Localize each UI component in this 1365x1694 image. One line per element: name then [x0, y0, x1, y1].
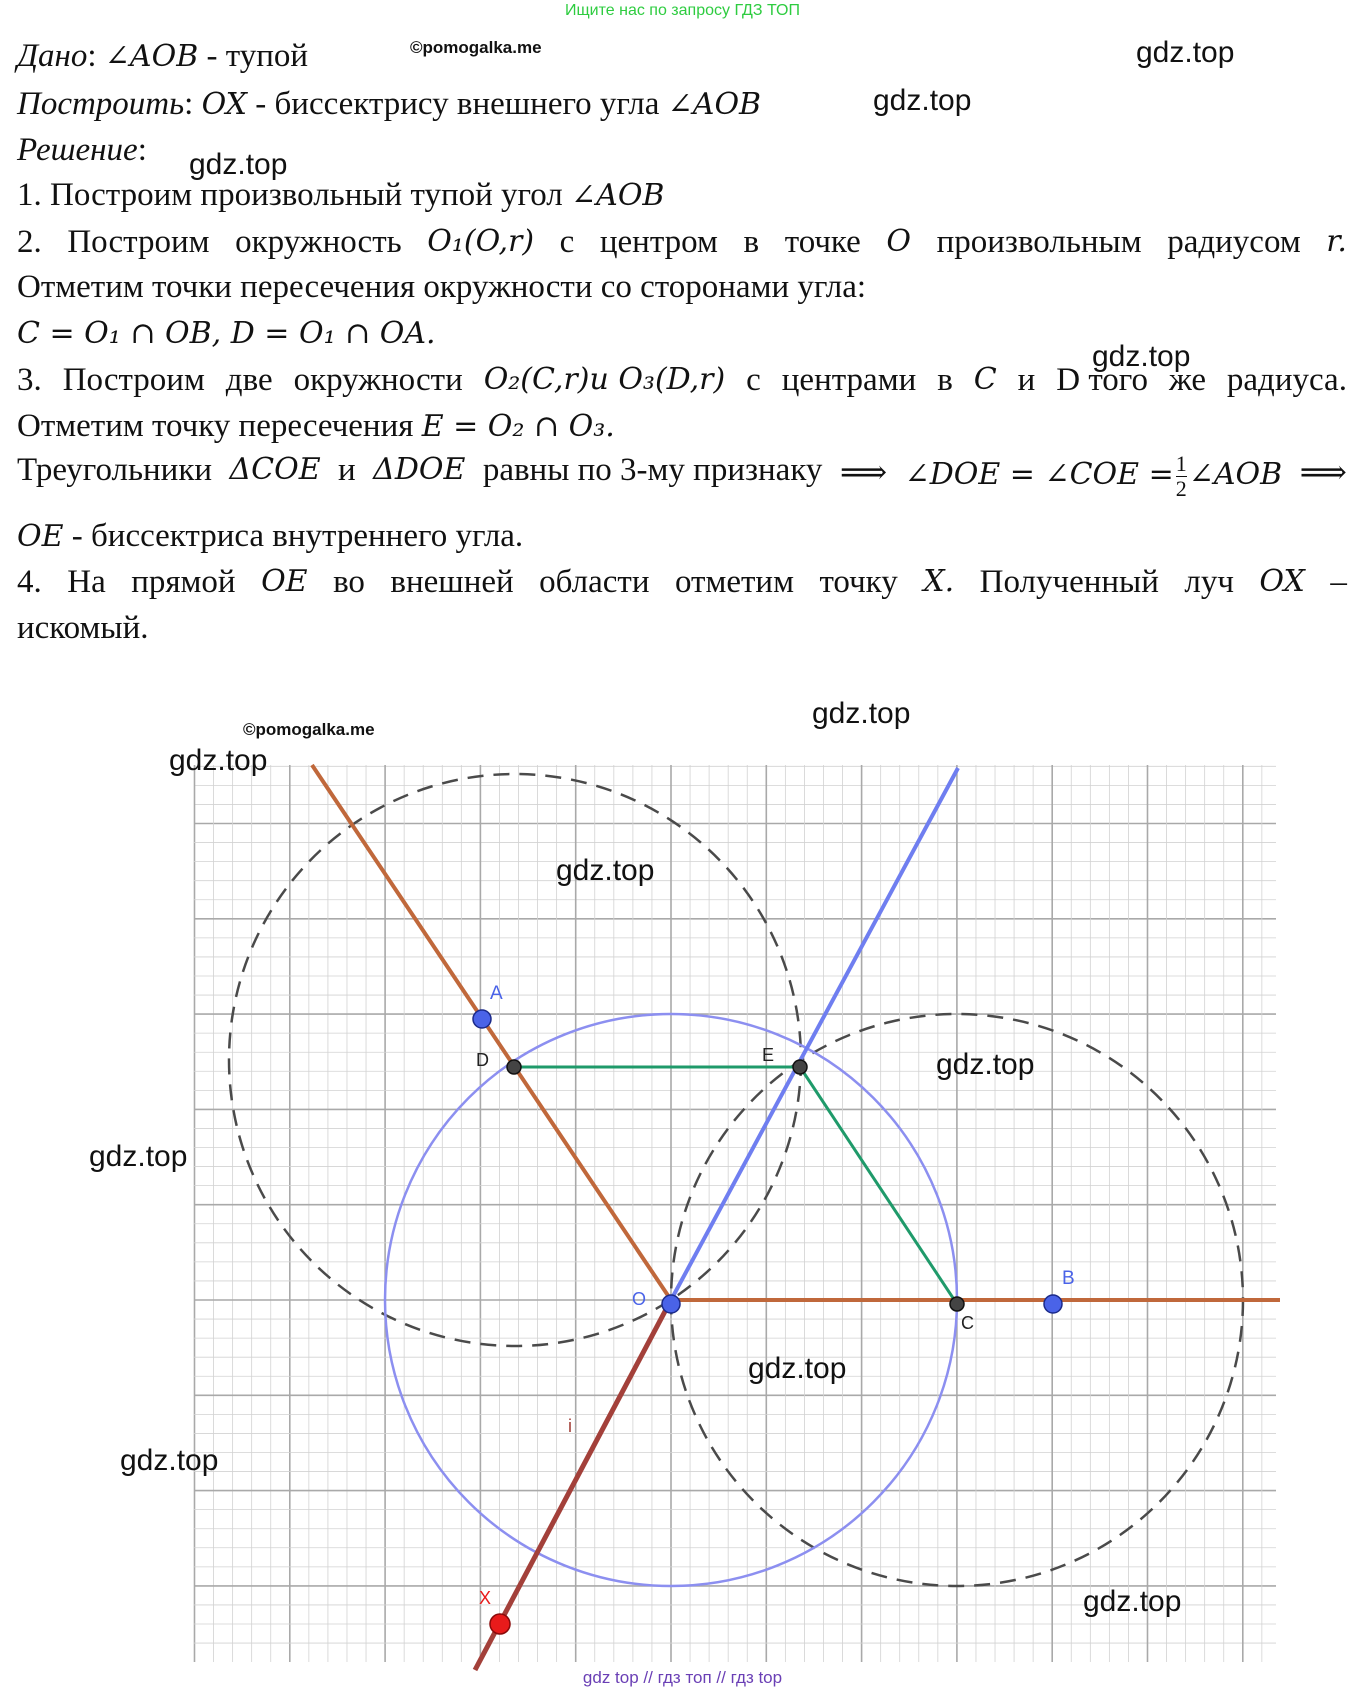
step-4-number: 4.	[17, 564, 42, 600]
site-watermark: gdz.top	[1136, 36, 1235, 69]
step-4-word: Полученный	[979, 564, 1159, 600]
point-b[interactable]	[1044, 1295, 1062, 1313]
site-watermark: gdz.top	[812, 697, 911, 730]
step-1-number: 1.	[17, 177, 42, 213]
point-o[interactable]	[662, 1295, 680, 1313]
construct-ray: OX	[201, 87, 248, 122]
step-4-line-oe: OE	[261, 564, 308, 599]
solution-label-line: Решение:	[17, 132, 147, 168]
site-watermark: gdz.top	[873, 84, 972, 117]
step-1-angle: ∠AOB	[571, 178, 665, 213]
step-4-word: прямой	[131, 564, 236, 600]
angle-aob: ∠AOB	[1188, 457, 1283, 493]
site-watermark: gdz.top	[189, 148, 288, 181]
step-4-word: во	[333, 564, 365, 600]
site-watermark: gdz.top	[936, 1048, 1035, 1081]
point-e[interactable]	[793, 1060, 807, 1074]
step-3-word: в	[937, 362, 953, 398]
step-2-formula: C = O₁ ∩ OB, D = O₁ ∩ OA.	[17, 316, 436, 351]
construct-angle: ∠AOB	[667, 87, 762, 122]
step-2-word: Построим	[67, 224, 210, 260]
step-4-word: области	[539, 564, 650, 600]
step-2-word: точке	[784, 224, 861, 260]
fraction-numerator: 1	[1175, 451, 1187, 476]
step-2-word: центром	[599, 224, 718, 260]
step-4-word: На	[67, 564, 106, 600]
angle-equality: ∠DOE = ∠COE =	[904, 457, 1174, 493]
step-3-word: с	[746, 362, 761, 398]
step-3-word: же	[1168, 362, 1206, 398]
step-4-word: луч	[1184, 564, 1234, 600]
step-3-number: 3.	[17, 362, 42, 398]
construct-line: Построить: OX - биссектрису внешнего угла ∠AOB	[17, 86, 762, 122]
step-3-word: Построим	[62, 362, 205, 398]
label-c: C	[961, 1313, 974, 1333]
step-2-word: произвольным	[936, 224, 1142, 260]
triangle-coe: ΔCOE	[229, 452, 321, 487]
construct-label: Построить	[17, 86, 185, 122]
step-2-radius: r.	[1326, 224, 1347, 259]
step-2-number: 2.	[17, 224, 42, 260]
bisector-text: - биссектриса внутреннего угла.	[71, 518, 524, 554]
grid	[194, 765, 1276, 1662]
step-2-word: в	[743, 224, 760, 260]
site-watermark: gdz.top	[556, 854, 655, 887]
site-watermark: gdz.top	[1083, 1585, 1182, 1618]
solution-label: Решение	[17, 132, 138, 168]
triangles-and: и	[338, 452, 356, 488]
implies-sign: ⟹	[839, 455, 888, 491]
step-1-text: Построим произвольный тупой угол	[50, 177, 563, 213]
site-watermark: gdz.top	[169, 744, 268, 777]
footer-links[interactable]: gdz top // гдз топ // гдз top	[582, 1668, 783, 1687]
construct-text: - биссектрису внешнего угла	[255, 86, 660, 122]
step-4-dash: –	[1330, 564, 1347, 600]
point-c[interactable]	[950, 1297, 964, 1311]
step-4-line-2: искомый.	[17, 610, 149, 646]
triangle-doe: ΔDOE	[373, 452, 466, 487]
step-2-word: радиусом	[1167, 224, 1301, 260]
step-3-formula: E = O₂ ∩ O₃.	[421, 409, 615, 444]
step-2-point: O	[886, 224, 911, 259]
triangles-criterion: равны по 3-му признаку	[482, 452, 823, 488]
given-label: Дано	[17, 38, 88, 74]
label-i: i	[568, 1416, 572, 1436]
site-watermark: gdz.top	[748, 1352, 847, 1385]
point-a[interactable]	[473, 1010, 491, 1028]
step-4-word: внешней	[390, 564, 514, 600]
given-line: Дано: ∠AOB - тупой	[17, 38, 309, 74]
step-3-circles: O₂(C,r)и O₃(D,r)	[483, 362, 726, 397]
label-a: A	[490, 983, 503, 1004]
given-angle: ∠AOB	[104, 39, 199, 74]
step-3-word: две	[225, 362, 273, 398]
given-text: - тупой	[206, 38, 309, 74]
step-3-word: D того	[1056, 362, 1149, 398]
step-3-word: радиуса.	[1226, 362, 1347, 398]
point-d[interactable]	[507, 1060, 521, 1074]
step-3-word: и	[1017, 362, 1036, 398]
point-x[interactable]	[490, 1614, 510, 1634]
label-x: X	[479, 1588, 492, 1608]
label-e: E	[762, 1045, 775, 1065]
fraction-denominator: 2	[1175, 476, 1187, 501]
step-2-line-2: Отметим точки пересечения окружности со сторонами угла:	[17, 269, 867, 305]
label-d: D	[476, 1050, 489, 1070]
triangles-text: Треугольники	[17, 452, 213, 488]
ray-oe: OE	[17, 519, 64, 554]
step-3-word: окружности	[293, 362, 463, 398]
search-banner[interactable]: Ищите нас по запросу ГДЗ ТОП	[565, 2, 800, 19]
step-4-word: отметим	[674, 564, 794, 600]
step-2-circle: O₁(O,r)	[427, 224, 535, 259]
step-2-word: окружность	[235, 224, 402, 260]
step-4-point-x: X.	[923, 564, 955, 599]
site-watermark: gdz.top	[1092, 340, 1191, 373]
step-3-point: C	[973, 362, 997, 397]
step-2-word: с	[559, 224, 575, 260]
copyright-watermark: ©pomogalka.me	[243, 720, 375, 739]
step-4-word: точку	[819, 564, 898, 600]
implies-sign: ⟹	[1299, 455, 1347, 491]
site-watermark: gdz.top	[120, 1444, 219, 1477]
label-b: B	[1062, 1268, 1075, 1289]
label-o: O	[632, 1289, 647, 1309]
step-3-word: центрами	[781, 362, 917, 398]
bisector-oe	[671, 768, 958, 1300]
step-3-text: Отметим точку пересечения	[17, 408, 414, 444]
site-watermark: gdz.top	[89, 1140, 188, 1173]
step-4-ray-ox: OX	[1259, 564, 1305, 599]
copyright-watermark: ©pomogalka.me	[410, 38, 542, 57]
